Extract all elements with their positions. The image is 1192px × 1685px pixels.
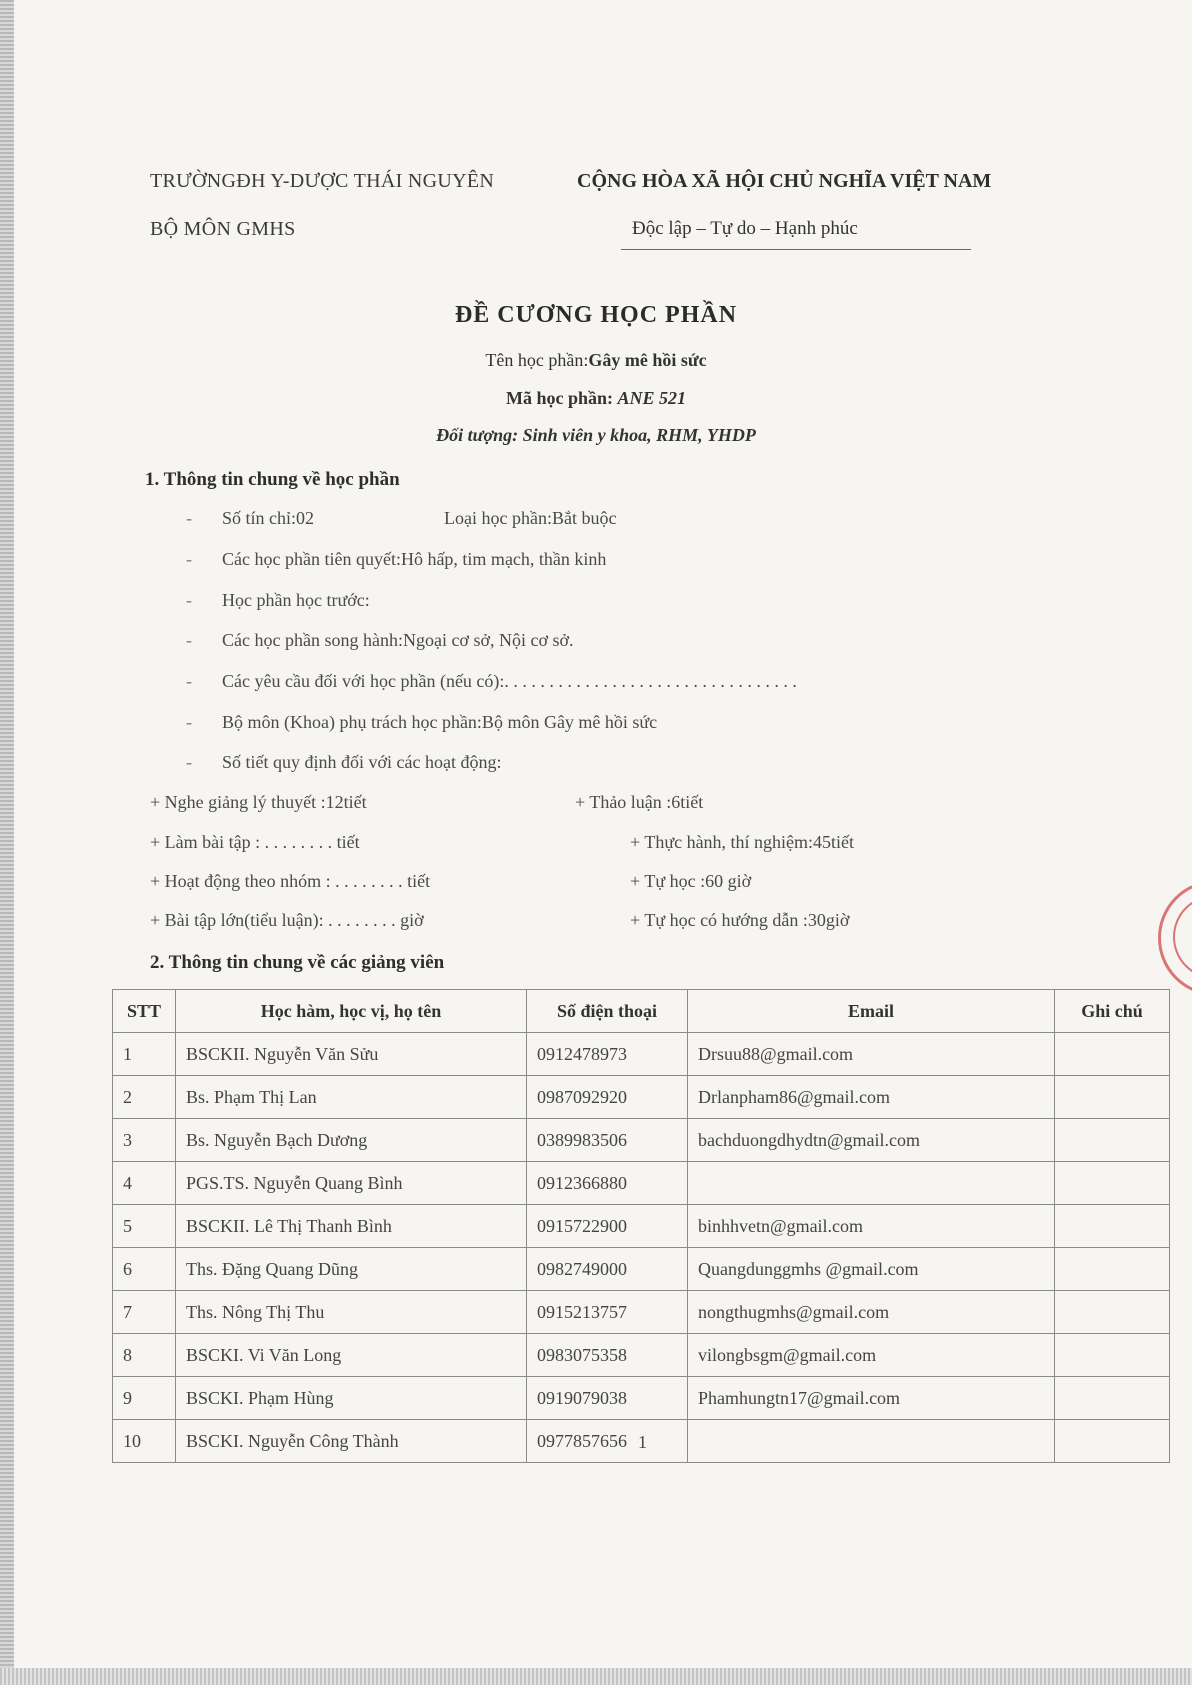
row-name: BSCKI. Phạm Hùng [176, 1377, 527, 1420]
row-stt: 5 [113, 1205, 176, 1248]
row-note [1055, 1420, 1170, 1463]
row-email: Quangdunggmhs @gmail.com [688, 1248, 1055, 1291]
republic-heading: CỘNG HÒA XÃ HỘI CHỦ NGHĨA VIỆT NAM [577, 170, 992, 192]
course-code-label: Mã học phần: [505, 388, 613, 408]
row-name: BSCKI. Nguyễn Công Thành [176, 1420, 527, 1463]
row-email: Drlanpham86@gmail.com [688, 1076, 1055, 1119]
row-note [1055, 1377, 1170, 1420]
activity-right-4: + Tự học có hướng dẫn :30giờ [630, 910, 850, 930]
requirements-line: - Các yêu cầu đối với học phần (nếu có):. . . . . . . . . . . . . . . . . . . . . . . . . . . . . . . . . [186, 671, 797, 691]
row-phone: 0983075358 [527, 1334, 688, 1377]
row-note [1055, 1162, 1170, 1205]
column-header-note: Ghi chú [1055, 990, 1170, 1033]
course-name-line [0, 350, 1192, 371]
scan-edge-left [0, 0, 14, 1685]
row-note [1055, 1248, 1170, 1291]
row-stt: 3 [113, 1119, 176, 1162]
column-header-phone: Số điện thoại [527, 990, 688, 1033]
row-note [1055, 1119, 1170, 1162]
course-code-line [0, 388, 1192, 409]
row-note [1055, 1076, 1170, 1119]
table-row [113, 1205, 1170, 1248]
row-name: Bs. Nguyễn Bạch Dương [176, 1119, 527, 1162]
column-header-email: Email [688, 990, 1055, 1033]
row-note [1055, 1334, 1170, 1377]
responsible-dept-line: - Bộ môn (Khoa) phụ trách học phần:Bộ môn Gây mê hồi sức [186, 712, 658, 732]
section-2-heading: 2. Thông tin chung về các giảng viên [150, 952, 445, 973]
activity-left-1: + Nghe giảng lý thuyết :12tiết [150, 792, 367, 812]
row-note [1055, 1033, 1170, 1076]
row-phone: 0919079038 [527, 1377, 688, 1420]
table-row [113, 1291, 1170, 1334]
row-name: BSCKII. Lê Thị Thanh Bình [176, 1205, 527, 1248]
activity-left-3: + Hoạt động theo nhóm : . . . . . . . . tiết [150, 871, 431, 891]
lecturer-table [112, 989, 1170, 1463]
school-name: TRƯỜNGĐH Y-DƯỢC THÁI NGUYÊN [150, 170, 495, 192]
table-row [113, 1248, 1170, 1291]
row-phone: 0912366880 [527, 1162, 688, 1205]
row-phone: 0977857656 [527, 1420, 688, 1463]
course-audience: Đối tượng: Sinh viên y khoa, RHM, YHDP [436, 425, 756, 445]
lecturer-rows [113, 1033, 1170, 1463]
scan-edge-bottom [0, 1668, 1192, 1685]
row-phone: 0915213757 [527, 1291, 688, 1334]
row-stt: 9 [113, 1377, 176, 1420]
column-header-name: Học hàm, học vị, họ tên [176, 990, 527, 1033]
row-phone: 0912478973 [527, 1033, 688, 1076]
activity-right-1: + Thảo luận :6tiết [575, 792, 704, 812]
row-phone: 0389983506 [527, 1119, 688, 1162]
credits-line: - Số tín chỉ:02 [186, 508, 315, 528]
table-row [113, 1162, 1170, 1205]
table-row [113, 1334, 1170, 1377]
motto: Độc lập – Tự do – Hạnh phúc [632, 218, 858, 239]
row-email [688, 1162, 1055, 1205]
credits-text: Số tín chỉ:02 [222, 508, 315, 528]
course-audience-line [0, 425, 1192, 446]
row-name: PGS.TS. Nguyễn Quang Bình [176, 1162, 527, 1205]
row-name: Ths. Đặng Quang Dũng [176, 1248, 527, 1291]
row-name: Ths. Nông Thị Thu [176, 1291, 527, 1334]
row-phone: 0987092920 [527, 1076, 688, 1119]
official-seal-stamp [1158, 880, 1192, 996]
row-stt: 6 [113, 1248, 176, 1291]
row-stt: 7 [113, 1291, 176, 1334]
row-email: Drsuu88@gmail.com [688, 1033, 1055, 1076]
row-stt: 4 [113, 1162, 176, 1205]
table-row [113, 1076, 1170, 1119]
hours-intro-line: - Số tiết quy định đối với các hoạt động: [186, 752, 502, 772]
course-name-value: Gây mê hồi sức [588, 350, 707, 370]
row-note [1055, 1205, 1170, 1248]
activity-right-3: + Tự học :60 giờ [630, 871, 752, 891]
row-name: BSCKII. Nguyễn Văn Sửu [176, 1033, 527, 1076]
row-email: Phamhungtn17@gmail.com [688, 1377, 1055, 1420]
course-code-value: ANE 521 [617, 388, 687, 408]
row-stt: 8 [113, 1334, 176, 1377]
row-email: binhhvetn@gmail.com [688, 1205, 1055, 1248]
row-phone: 0982749000 [527, 1248, 688, 1291]
row-phone: 0915722900 [527, 1205, 688, 1248]
motto-underline [621, 249, 971, 250]
prior-courses-line: - Học phần học trước: [186, 590, 370, 610]
row-email [688, 1420, 1055, 1463]
table-row [113, 1119, 1170, 1162]
department-name: BỘ MÔN GMHS [150, 218, 296, 240]
prerequisites-line: - Các học phần tiên quyết:Hô hấp, tim mạch, thần kinh [186, 549, 607, 569]
table-row [113, 1377, 1170, 1420]
row-stt: 2 [113, 1076, 176, 1119]
row-email: bachduongdhydtn@gmail.com [688, 1119, 1055, 1162]
course-type-text: Loại học phần:Bắt buộc [444, 508, 617, 528]
seal-inner-ring [1173, 895, 1192, 979]
row-stt: 10 [113, 1420, 176, 1463]
document-title: ĐỀ CƯƠNG HỌC PHẦN [454, 302, 738, 328]
row-stt: 1 [113, 1033, 176, 1076]
row-note [1055, 1291, 1170, 1334]
activity-left-2: + Làm bài tập : . . . . . . . . tiết [150, 832, 360, 852]
row-email: vilongbsgm@gmail.com [688, 1334, 1055, 1377]
table-header-row [113, 990, 1170, 1033]
activity-right-2: + Thực hành, thí nghiệm:45tiết [630, 832, 855, 852]
row-email: nongthugmhs@gmail.com [688, 1291, 1055, 1334]
section-1-heading: 1. Thông tin chung về học phần [145, 469, 400, 490]
row-name: Bs. Phạm Thị Lan [176, 1076, 527, 1119]
parallel-courses-line: - Các học phần song hành:Ngoại cơ sở, Nội cơ sở. [186, 630, 574, 650]
row-name: BSCKI. Vi Văn Long [176, 1334, 527, 1377]
table-row [113, 1033, 1170, 1076]
column-header-stt: STT [113, 990, 176, 1033]
page-number: 1 [638, 1432, 647, 1452]
activity-left-4: + Bài tập lớn(tiểu luận): . . . . . . . . giờ [150, 910, 424, 930]
course-name-label: Tên học phần: [485, 350, 589, 370]
